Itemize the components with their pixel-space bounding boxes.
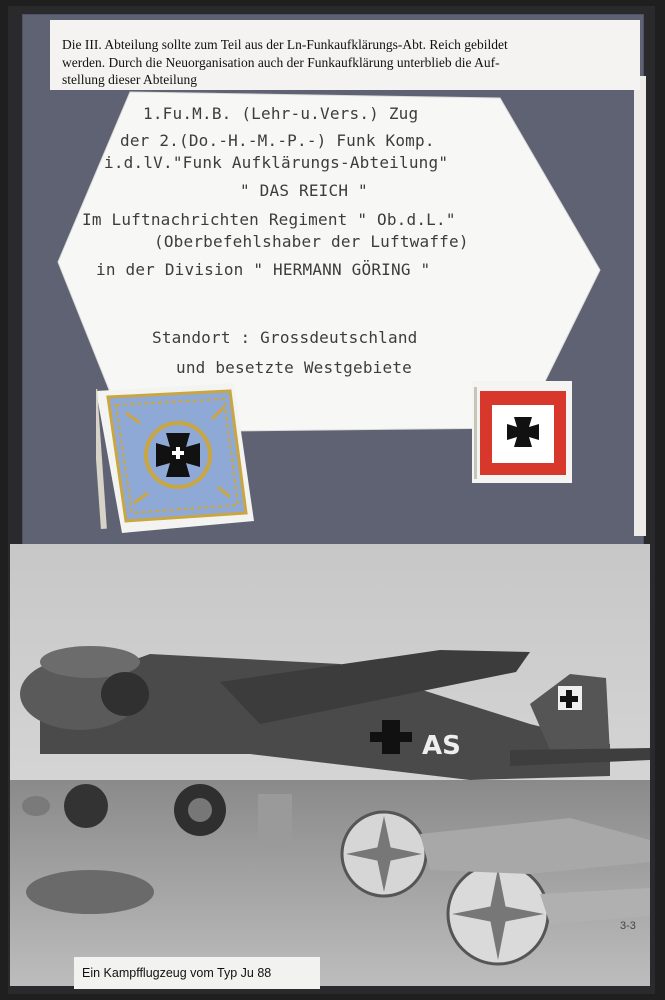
reich-war-flag-icon (472, 381, 572, 483)
clipping-line-2: werden. Durch die Neuorganisation auch der Funkaufklärung unterblieb die Auf- (62, 54, 500, 70)
note-line-1: 1.Fu.M.B. (Lehr-u.Vers.) Zug (143, 104, 419, 123)
note-line-7: in der Division " HERMANN GÖRING " (96, 260, 431, 279)
note-line-3: i.d.lV."Funk Aufklärungs-Abteilung" (104, 153, 449, 172)
note-line-6: (Oberbefehlshaber der Luftwaffe) (154, 232, 469, 251)
aircraft-photo (10, 544, 650, 986)
clipping-line-1: Die III. Abteilung sollte zum Teil aus der Ln-Funkaufklärungs-Abt. Reich gebildet (62, 37, 508, 52)
note-line-8: Standort : Grossdeutschland (152, 328, 418, 347)
ju88-image (10, 544, 650, 986)
note-line-5: Im Luftnachrichten Regiment " Ob.d.L." (82, 210, 456, 229)
photo-number: 3-3 (620, 920, 636, 932)
photo-caption: Ein Kampfflugzeug vom Typ Ju 88 (74, 957, 320, 989)
luftwaffe-standard-flag-icon (96, 383, 254, 533)
note-line-2: der 2.(Do.-H.-M.-P.-) Funk Komp. (120, 131, 435, 150)
clipping-line-3: stellung dieser Abteilung (62, 72, 197, 87)
fuselage-code: AS (422, 731, 461, 761)
note-line-9: und besetzte Westgebiete (176, 358, 412, 377)
note-line-4: " DAS REICH " (240, 181, 368, 200)
